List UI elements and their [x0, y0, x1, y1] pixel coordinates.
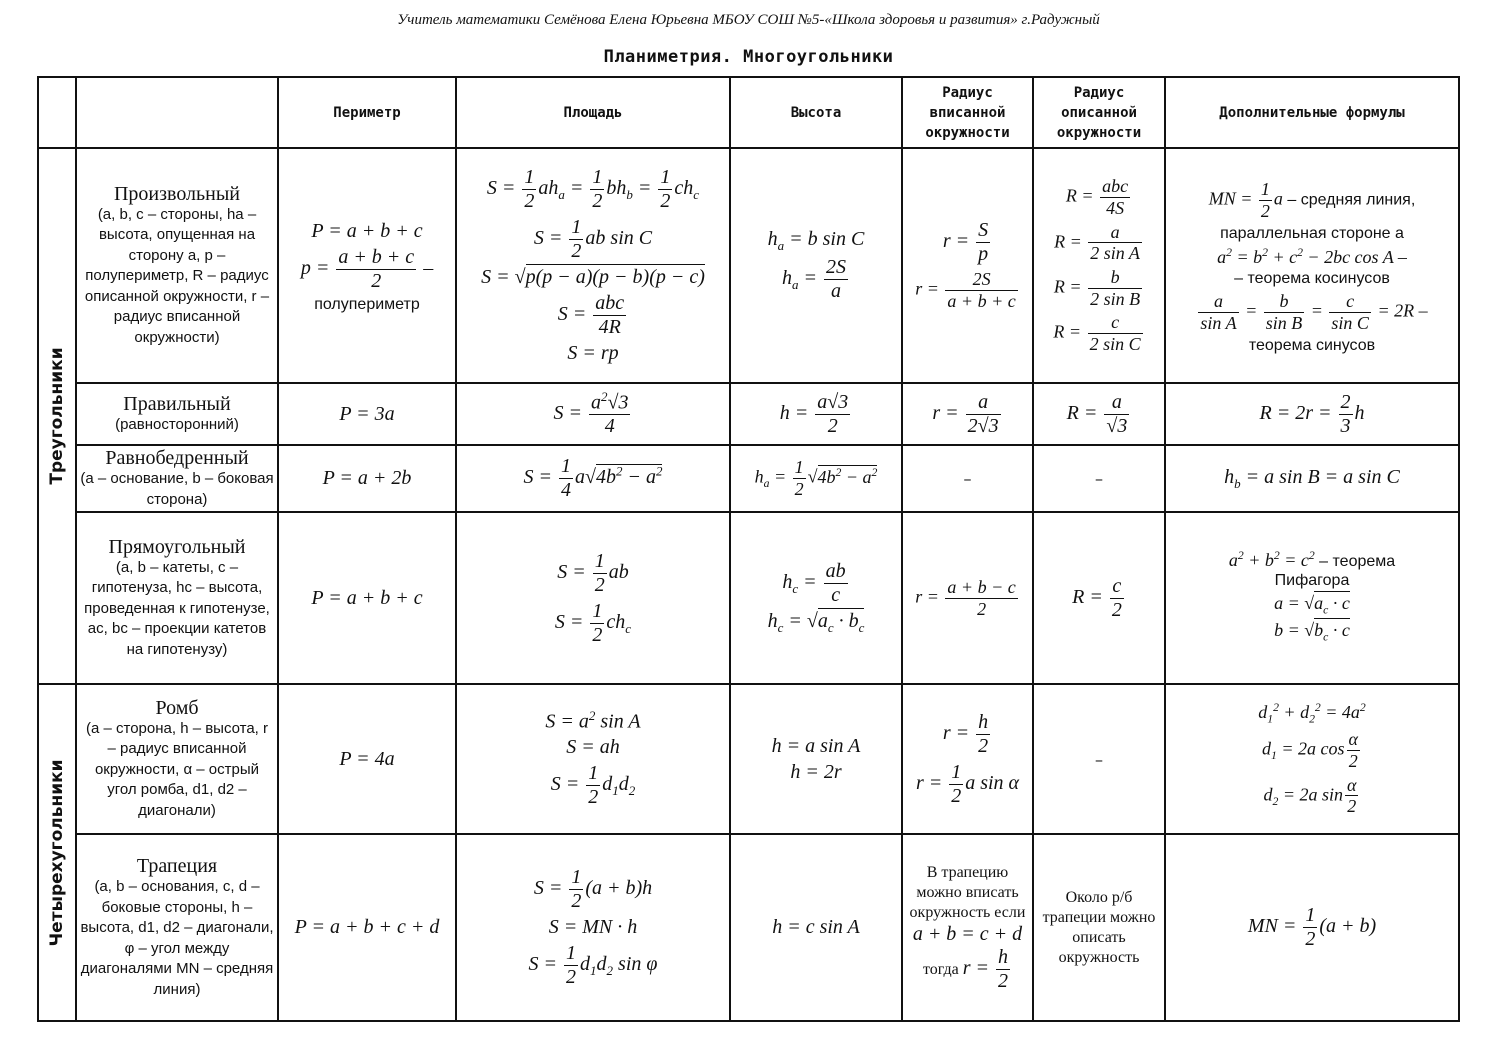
row-rhombus: [38, 684, 1459, 834]
group-triangles-label: Треугольники: [47, 347, 67, 485]
name-cell: [76, 512, 278, 684]
midline-label: – средняя линия,: [1287, 191, 1416, 209]
type-name: Правильный: [123, 392, 231, 415]
type-name: Равнобедренный: [105, 447, 249, 469]
extra-cell: $a^2 + b^2 = c^2$ – теорема Пифагора $a = √a_c \cdot c$ $b = √b_c \cdot c$: [1165, 512, 1459, 684]
area-cell: S = $\frac{a^2√3}{4}$: [456, 383, 730, 445]
extra-cell: $h_b = a$ sin B = a sin C: [1165, 445, 1459, 512]
name-cell: [76, 684, 278, 834]
col-inradius: Радиус вписанной окружности: [902, 77, 1033, 148]
semi-perimeter-note: полупериметр: [314, 296, 420, 313]
type-name: Прямоугольный: [108, 535, 246, 558]
perimeter-cell: P = a + b + c + d: [278, 834, 456, 1021]
perimeter-cell: P = a + 2b: [278, 445, 456, 512]
inradius-cell: r = $\frac{h}{2}$ r = $\frac{1}{2}$ a sin α: [902, 684, 1033, 834]
type-desc: (a, b – катеты, c – гипотенуза, hc – высота, проведенная к гипотенузе, ac, bc – проекции катетов на гипотенузу): [84, 558, 270, 658]
type-desc: (a – основание, b – боковая сторона): [80, 470, 274, 508]
type-desc: (a, b – основания, c, d – боковые стороны, h – высота, d1, d2 – диагонали, φ – угол между диагоналями MN – средняя линия): [80, 878, 274, 998]
inradius-cell: r = $\frac{S}{p}$ r = $\frac{2S}{a + b + c}$: [902, 148, 1033, 383]
row-trapezoid: [38, 834, 1459, 1021]
pythagoras-label: – теорема: [1319, 553, 1396, 571]
perimeter-cell: P = a + b + c p = $\frac{a + b + c}{2}$ – полупериметр: [278, 148, 456, 383]
header-row: [38, 77, 1459, 148]
height-cell: h = $\frac{a√3}{2}$: [730, 383, 902, 445]
col-height: Высота: [730, 77, 902, 148]
inradius-cell: r = $\frac{a + b - c}{2}$: [902, 512, 1033, 684]
height-cell: $h_a$ = $\frac{1}{2}$ $√4b^2 - a^2$: [730, 445, 902, 512]
row-right: [38, 512, 1459, 684]
extra-cell: MN = $\frac{1}{2}$ (a + b): [1165, 834, 1459, 1021]
cos-theorem-label: – теорема косинусов: [1234, 270, 1390, 288]
extra-cell: R = 2r = $\frac{2}{3}$ h: [1165, 383, 1459, 445]
circumradius-cell: [1033, 834, 1165, 1021]
area-cell: S = $\frac{1}{2}$ ab S = $\frac{1}{2}$ $ch_c$: [456, 512, 730, 684]
name-cell: [76, 148, 278, 383]
type-name: Трапеция: [136, 855, 218, 877]
inradius-cell: r = $\frac{a}{2√3}$: [902, 383, 1033, 445]
name-cell: [76, 445, 278, 512]
perimeter-cell: P = 3a: [278, 383, 456, 445]
height-cell: $h_c$ = $\frac{ab}{c}$ $h_c = √a_c \cdot b_c$: [730, 512, 902, 684]
type-name: Ромб: [155, 696, 199, 719]
pythagoras-label-2: Пифагора: [1274, 571, 1350, 589]
circumradius-cell: –: [1033, 445, 1165, 512]
height-cell: $h_a = b$ sin C $h_a$ = $\frac{2S}{a}$: [730, 148, 902, 383]
midline-note: параллельная стороне a: [1220, 224, 1404, 242]
sin-theorem-label: теорема синусов: [1248, 336, 1376, 354]
group-triangles: [38, 148, 76, 684]
extra-cell: $d_1^2 + d_2^2 = 4a^2$ $d_1 = 2a$ cos $\frac{\alpha}{2}$ $d_2 = 2a$ sin $\frac{\alpha}{2}$: [1165, 684, 1459, 834]
inradius-cell: В трапецию можно вписать окружность если a + b = c + d тогда r = $\frac{h}{2}$: [902, 834, 1033, 1021]
circumradius-cell: R = $\frac{a}{√3}$: [1033, 383, 1165, 445]
type-desc: (a – сторона, h – высота, r – радиус вписанной окружности, α – острый угол ромба, d1, d2 – диагонали): [85, 719, 269, 819]
area-cell: S = $\frac{1}{2}$ (a + b)h S = MN · h S = $\frac{1}{2}$ $d_1d_2$ sin φ: [456, 834, 730, 1021]
name-cell: [76, 834, 278, 1021]
circumradius-cell: –: [1033, 684, 1165, 834]
area-cell: S = $\frac{1}{2}$ $ah_a$ = $\frac{1}{2}$ $bh_b$ = $\frac{1}{2}$ $ch_c$ S = $\frac{1}{2}$ ab sin C S = √p(p − a)(p − b)(p − c) S = $\frac{\text{abc}}{4R}$ S = rp: [456, 148, 730, 383]
perimeter-cell: P = 4a: [278, 684, 456, 834]
name-cell: [76, 383, 278, 445]
row-arbitrary: [38, 148, 1459, 383]
row-isosceles: [38, 445, 1459, 512]
area-cell: S = $\frac{1}{4}$ $a√4b^2 - a^2$: [456, 445, 730, 512]
col-circumradius: Радиус описанной окружности: [1033, 77, 1165, 148]
type-name: Произвольный: [113, 182, 241, 205]
inscribe-note: В трапецию можно вписать окружность если: [909, 863, 1026, 921]
circumradius-cell: R = $\frac{\text{abc}}{4S}$ R = $\frac{a}{\text{2 sin A}}$ R = $\frac{b}{\text{2 sin B}}$ R = $\frac{c}{\text{2 sin C}}$: [1033, 148, 1165, 383]
then-note: тогда: [922, 960, 959, 978]
formula-table: [37, 76, 1460, 1022]
inradius-cell: –: [902, 445, 1033, 512]
col-extra: Дополнительные формулы: [1165, 77, 1459, 148]
extra-cell: MN = $\frac{1}{2}$ a – средняя линия, параллельная стороне a $a^2 = b^2 + c^2 - 2bc$ cos A – – теорема косинусов $\frac{a}{\text{sin A}}$ = $\frac{b}{\text{sin B}}$ = $\frac{c}{\text{sin C}}$ = 2R – теорема синусов: [1165, 148, 1459, 383]
circumscribe-note: Около р/б трапеции можно описать окружность: [1042, 888, 1156, 966]
group-quads-label: Четырехугольники: [47, 758, 67, 947]
type-desc: (равносторонний): [115, 415, 239, 433]
circumradius-cell: R = $\frac{c}{2}$: [1033, 512, 1165, 684]
col-area: Площадь: [456, 77, 730, 148]
page-title: Планиметрия. Многоугольники: [603, 47, 894, 67]
height-cell: h = a sin A h = 2r: [730, 684, 902, 834]
author-header: Учитель математики Семёнова Елена Юрьевна МБОУ СОШ №5-«Школа здоровья и развития» г.Радужный: [397, 12, 1100, 28]
col-perimeter: Периметр: [278, 77, 456, 148]
perimeter-cell: P = a + b + c: [278, 512, 456, 684]
group-quads: [38, 684, 76, 1021]
area-cell: $S = a^2$ sin A S = ah S = $\frac{1}{2}$ $d_1d_2$: [456, 684, 730, 834]
height-cell: h = c sin A: [730, 834, 902, 1021]
row-regular: [38, 383, 1459, 445]
type-desc: (a, b, c – стороны, ha – высота, опущенная на сторону a, p – полупериметр, R – радиус описанной окружности, r – радиус вписанной окружности): [84, 205, 270, 346]
